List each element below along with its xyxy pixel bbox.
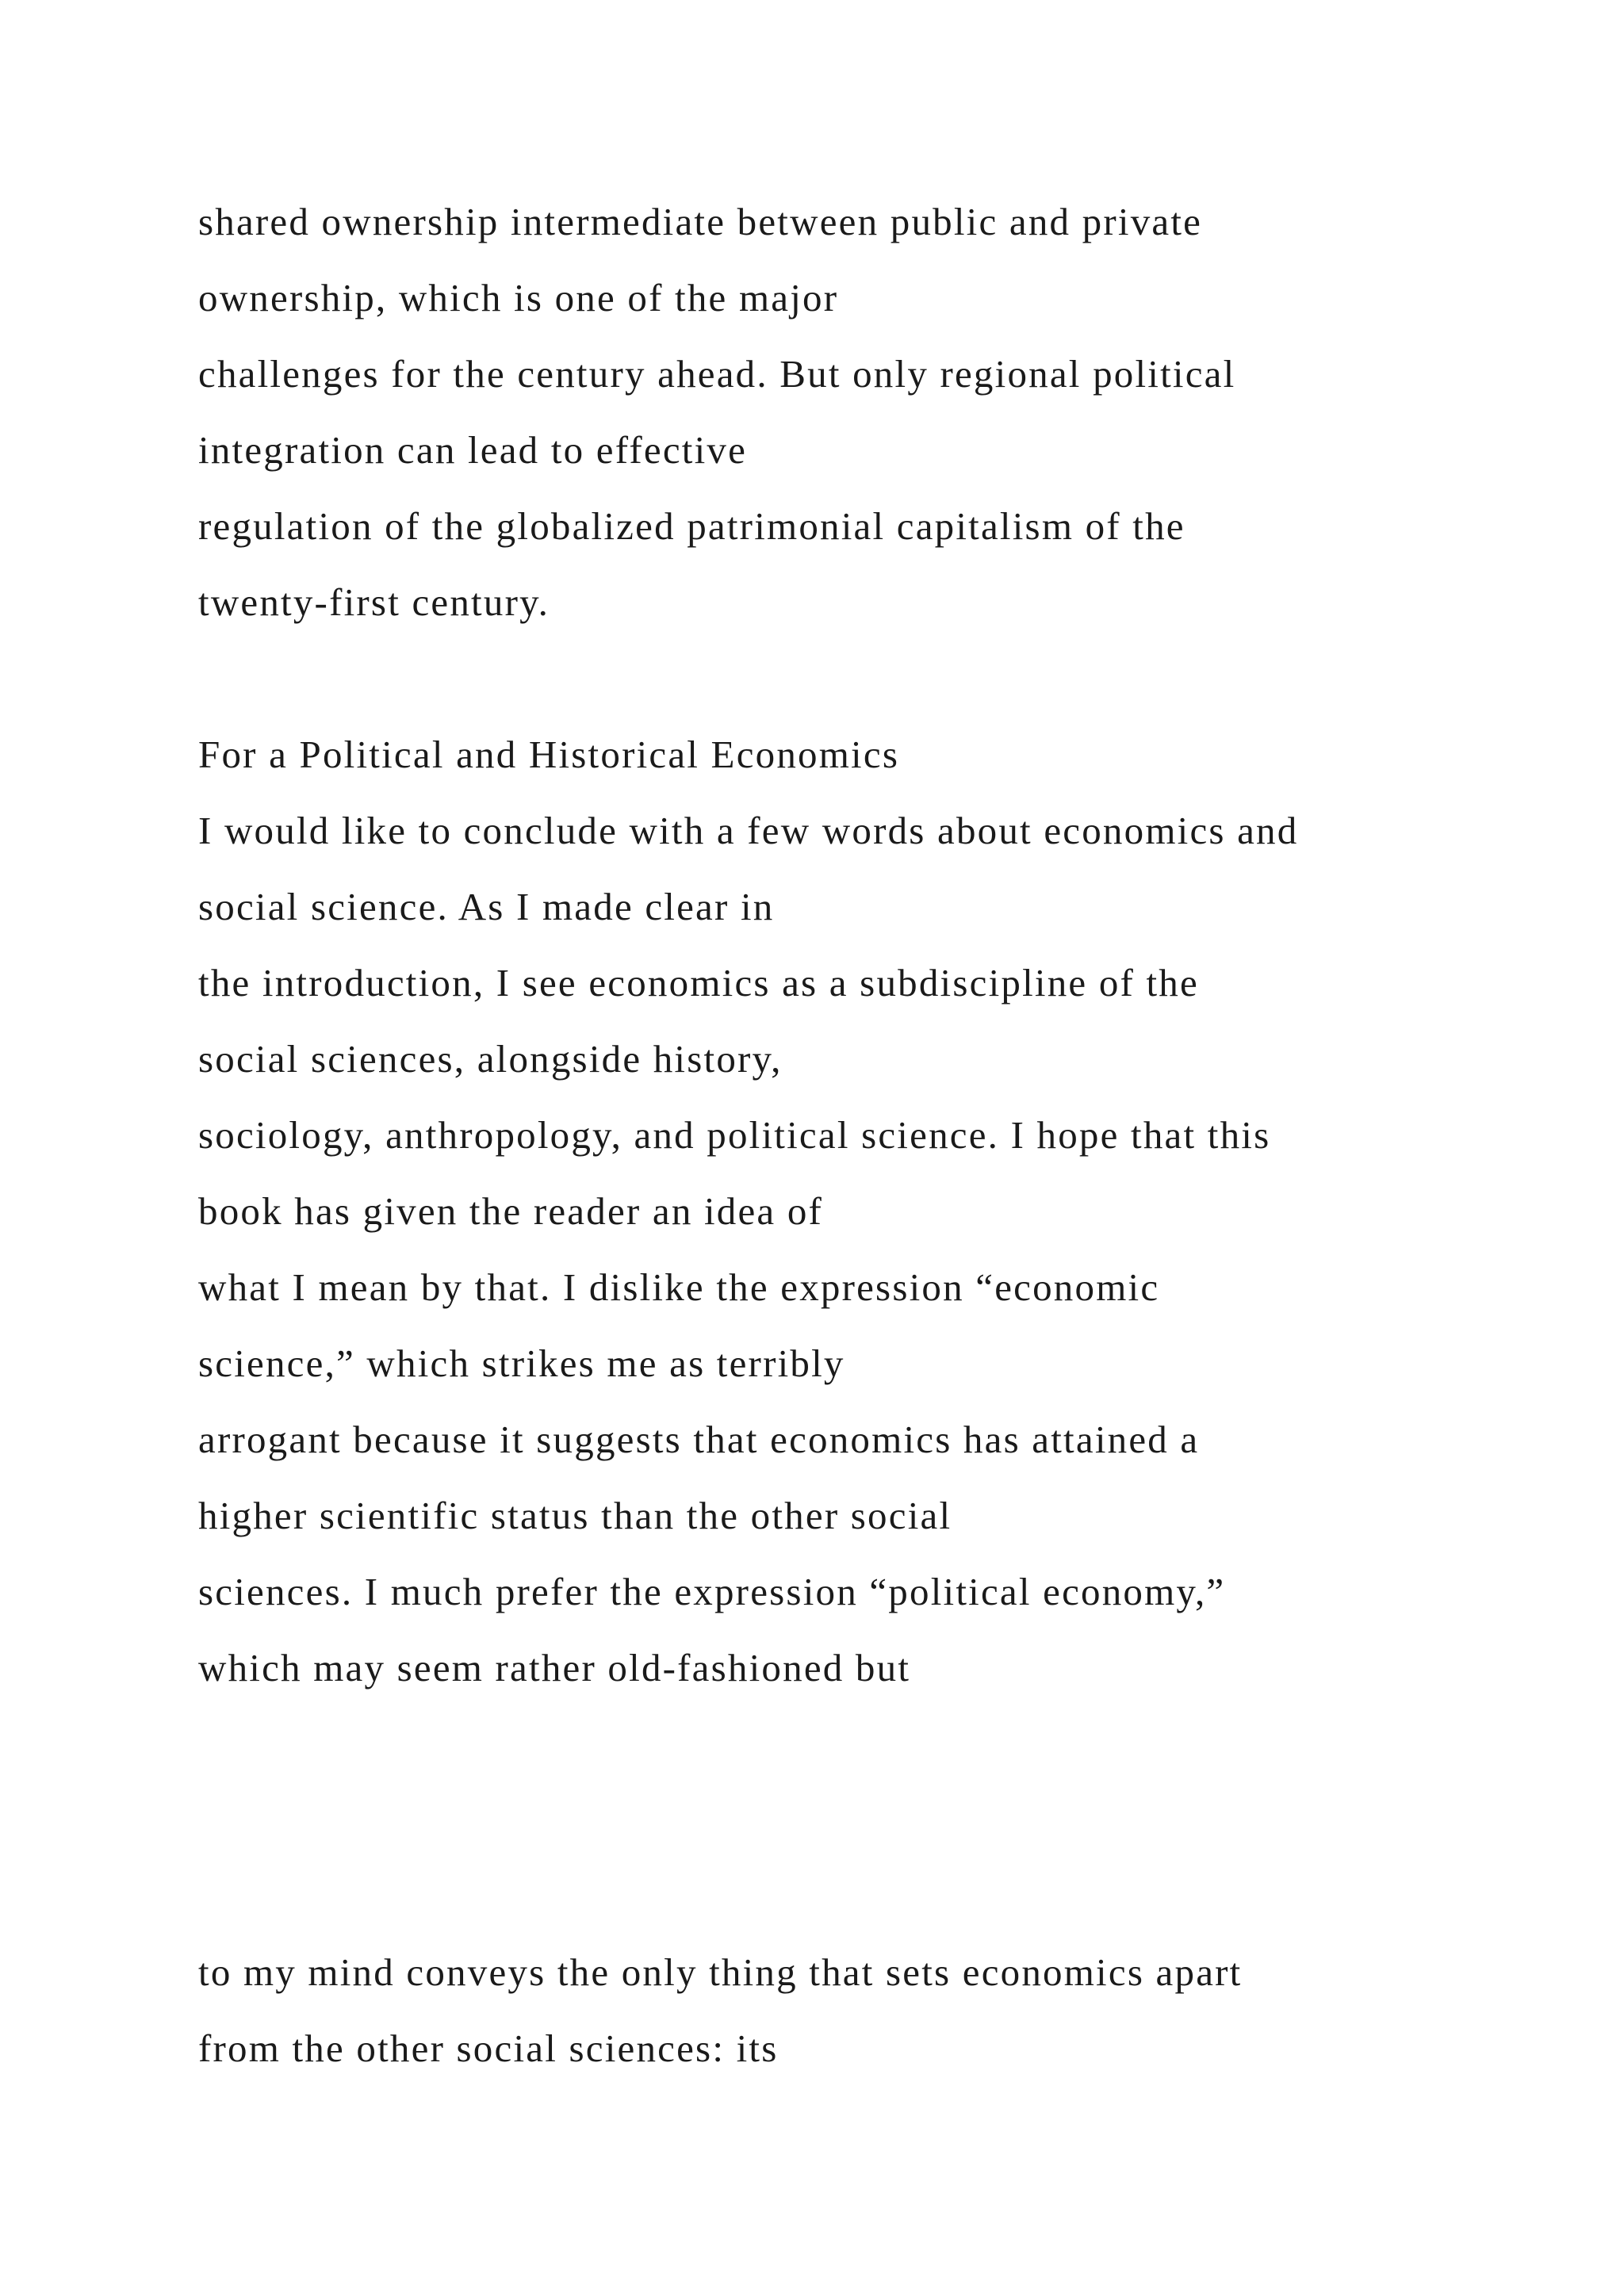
body-text-line: science,” which strikes me as terribly — [198, 1341, 845, 1385]
body-text-line: sociology, anthropology, and political science. I hope that this — [198, 1113, 1271, 1157]
body-text-line: higher scientific status than the other social — [198, 1494, 952, 1537]
body-text-line: arrogant because it suggests that economics has attained a — [198, 1418, 1200, 1461]
body-text-line: twenty-first century. — [198, 580, 550, 624]
section-heading: For a Political and Historical Economics — [198, 733, 900, 776]
body-text-line: challenges for the century ahead. But only regional political — [198, 352, 1236, 396]
body-text-line: sciences. I much prefer the expression “political economy,” — [198, 1570, 1226, 1613]
body-text-line: to my mind conveys the only thing that sets economics apart — [198, 1950, 1243, 1994]
body-text-line: what I mean by that. I dislike the expression “economic — [198, 1265, 1160, 1309]
body-text-line: shared ownership intermediate between public and private — [198, 200, 1203, 243]
body-text-line: integration can lead to effective — [198, 428, 748, 472]
body-text-line: the introduction, I see economics as a subdiscipline of the — [198, 961, 1199, 1004]
body-text-line: social science. As I made clear in — [198, 885, 775, 928]
body-text-line: which may seem rather old-fashioned but — [198, 1646, 911, 1689]
body-text-line: book has given the reader an idea of — [198, 1189, 824, 1233]
body-text-line: regulation of the globalized patrimonial capitalism of the — [198, 504, 1185, 548]
body-text-line: I would like to conclude with a few words about economics and — [198, 809, 1299, 852]
body-text-line: social sciences, alongside history, — [198, 1037, 783, 1081]
body-text-line: ownership, which is one of the major — [198, 276, 839, 320]
body-text-line: from the other social sciences: its — [198, 2026, 779, 2070]
